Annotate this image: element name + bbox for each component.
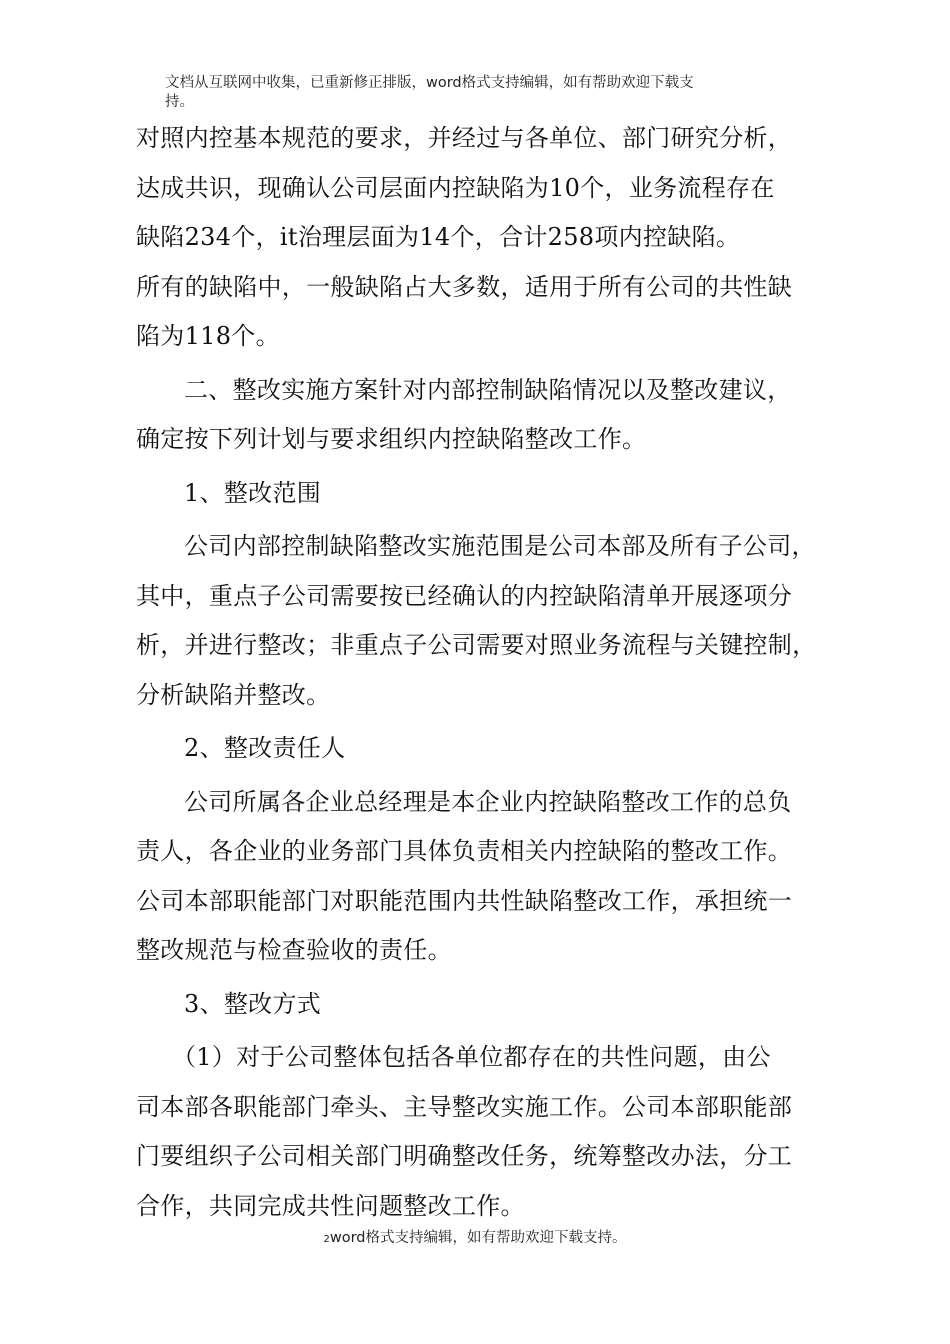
body-line: 所有的缺陷中，一般缺陷占大多数，适用于所有公司的共性缺 bbox=[136, 272, 793, 301]
body-line: 缺陷234个，it治理层面为14个，合计258项内控缺陷。 bbox=[136, 223, 741, 251]
body-line: 其中，重点子公司需要按已经确认的内控缺陷清单开展逐项分 bbox=[136, 581, 793, 610]
subsection-heading-2: 2、整改责任人 bbox=[184, 734, 346, 762]
body-line: 分析缺陷并整改。 bbox=[136, 680, 331, 709]
body-line: 公司内部控制缺陷整改实施范围是公司本部及所有子公司， bbox=[184, 532, 816, 560]
page-number: 2 bbox=[323, 1234, 330, 1245]
subsection-heading-3: 3、整改方式 bbox=[184, 989, 322, 1018]
body-line: 公司所属各企业总经理是本企业内控缺陷整改工作的总负 bbox=[184, 787, 792, 816]
body-line: （1）对于公司整体包括各单位都存在的共性问题，由公 bbox=[172, 1043, 771, 1071]
body-line: 陷为118个。 bbox=[136, 322, 280, 350]
body-line: 门要组织子公司相关部门明确整改任务，统筹整改办法，分工 bbox=[136, 1142, 793, 1170]
section-heading-2: 二、整改实施方案针对内部控制缺陷情况以及整改建议， bbox=[184, 375, 792, 404]
body-line: 责人，各企业的业务部门具体负责相关内控缺陷的整改工作。 bbox=[136, 837, 793, 865]
body-line: 确定按下列计划与要求组织内控缺陷整改工作。 bbox=[136, 425, 647, 453]
page-footer bbox=[0, 1228, 950, 1250]
header-line-1: 文档从互联网中收集，已重新修正排版，word格式支持编辑，如有帮助欢迎下载支 bbox=[165, 75, 694, 91]
body-line: 达成共识，现确认公司层面内控缺陷为10个，业务流程存在 bbox=[136, 173, 775, 202]
body-line: 司本部各职能部门牵头、主导整改实施工作。公司本部职能部 bbox=[136, 1092, 793, 1121]
body-line: 合作，共同完成共性问题整改工作。 bbox=[136, 1191, 525, 1220]
body-line: 对照内控基本规范的要求，并经过与各单位、部门研究分析， bbox=[136, 124, 793, 152]
body-line: 公司本部职能部门对职能范围内共性缺陷整改工作，承担统一 bbox=[136, 886, 793, 915]
document-body bbox=[136, 114, 836, 1231]
footer-text: word格式支持编辑，如有帮助欢迎下载支持。 bbox=[329, 1230, 627, 1246]
body-line: 析，并进行整改；非重点子公司需要对照业务流程与关键控制， bbox=[136, 631, 817, 659]
page-header bbox=[165, 74, 805, 112]
header-line-2: 持。 bbox=[165, 94, 194, 110]
body-line: 整改规范与检查验收的责任。 bbox=[136, 936, 452, 964]
subsection-heading-1: 1、整改范围 bbox=[184, 478, 322, 507]
